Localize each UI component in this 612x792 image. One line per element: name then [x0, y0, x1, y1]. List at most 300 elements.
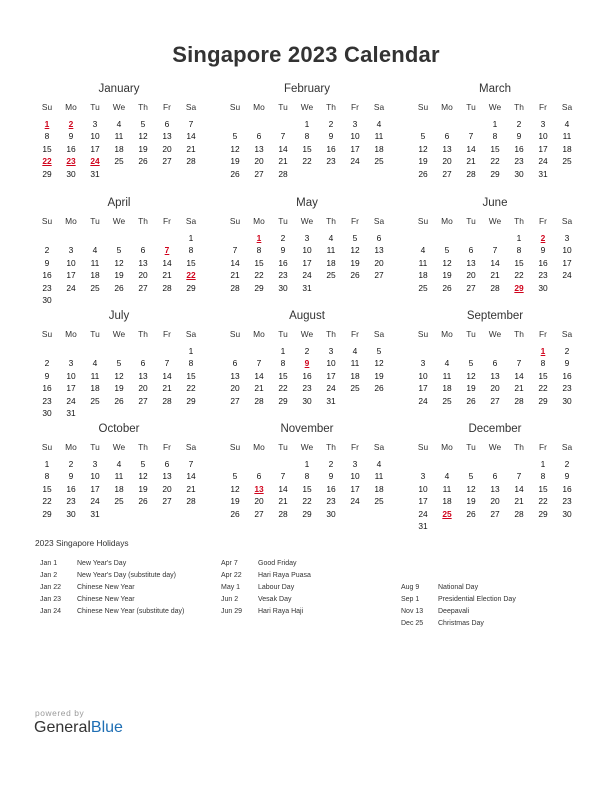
week-row [411, 458, 579, 471]
week-row [223, 244, 391, 257]
day-cell: 3 [352, 118, 358, 129]
holiday-column [401, 582, 516, 630]
day-cell: 4 [444, 358, 450, 368]
holiday-date: Jan 24 [40, 608, 62, 615]
weekday-label: Sa [561, 102, 573, 112]
day-cell: 15 [514, 257, 524, 268]
day-cell: 8 [492, 131, 498, 141]
day-cell: 9 [68, 131, 74, 141]
day-cell: 23 [326, 496, 336, 506]
empty-day-cell [59, 232, 83, 245]
day-cell: 28 [278, 168, 288, 179]
day-cell: 1 [540, 458, 546, 469]
week-row [35, 407, 203, 420]
day-cell: 5 [376, 345, 382, 356]
day-cell: 14 [278, 483, 288, 494]
day-cell: 1 [492, 118, 498, 129]
day-cell: 15 [254, 257, 264, 268]
empty-day-cell [131, 345, 155, 358]
weekday-label: Mo [253, 329, 265, 339]
weekday-label: Sa [561, 329, 573, 339]
day-cell: 28 [186, 156, 196, 166]
day-cell: 5 [352, 232, 358, 243]
day-cell: 29 [42, 508, 52, 519]
weekday-label: Su [417, 329, 429, 339]
day-cell: 19 [230, 156, 240, 166]
week-row [411, 282, 579, 295]
week-row [223, 168, 391, 181]
empty-day-cell [107, 345, 131, 358]
weekday-label: Tu [278, 102, 288, 112]
page-title: Singapore 2023 Calendar [172, 42, 440, 67]
holiday-day-cell: 22 [42, 156, 52, 166]
day-cell: 22 [490, 156, 500, 166]
holiday-name: New Year's Day (substitute day) [77, 572, 176, 579]
weekday-header [411, 101, 579, 118]
day-cell: 17 [538, 143, 548, 154]
week-row [411, 143, 579, 156]
week-row [223, 155, 391, 168]
weekday-label: We [112, 216, 126, 226]
week-row [411, 130, 579, 143]
day-cell: 23 [326, 156, 336, 166]
week-row [35, 470, 203, 483]
weekday-header [223, 441, 391, 458]
holiday-name: Hari Raya Haji [258, 608, 304, 615]
day-cell: 12 [138, 471, 148, 481]
weekday-label: We [488, 216, 502, 226]
weekday-label: Tu [278, 329, 288, 339]
weekday-label: Th [514, 329, 524, 339]
day-cell: 7 [188, 118, 194, 129]
holiday-name: Chinese New Year [77, 584, 135, 591]
month-january [35, 82, 203, 180]
day-cell: 18 [374, 143, 384, 154]
day-cell: 10 [350, 131, 360, 141]
month-july [35, 309, 203, 420]
day-cell: 5 [420, 131, 426, 141]
week-row [411, 370, 579, 383]
empty-day-cell [507, 345, 531, 358]
day-cell: 30 [302, 395, 312, 406]
weekday-label: Su [41, 102, 53, 112]
week-row [411, 357, 579, 370]
day-cell: 5 [232, 131, 238, 141]
weekday-label: Su [229, 216, 241, 226]
day-cell: 19 [466, 383, 476, 393]
weekday-header [223, 101, 391, 118]
day-cell: 21 [514, 496, 524, 506]
day-cell: 12 [230, 143, 240, 154]
day-cell: 14 [514, 483, 524, 494]
weekday-label: Fr [163, 102, 171, 112]
weekday-label: Tu [90, 102, 100, 112]
day-cell: 17 [350, 483, 360, 494]
day-cell: 20 [230, 383, 240, 393]
day-cell: 19 [138, 483, 148, 494]
day-cell: 19 [374, 370, 384, 381]
day-cell: 9 [328, 471, 334, 481]
week-row [223, 232, 391, 245]
weekday-label: Mo [441, 216, 453, 226]
day-cell: 8 [188, 245, 194, 255]
week-row [223, 382, 391, 395]
day-cell: 16 [66, 483, 76, 494]
holiday-day-cell: 22 [186, 270, 196, 280]
day-cell: 18 [442, 383, 452, 393]
day-cell: 18 [114, 143, 124, 154]
weekday-label: Mo [253, 102, 265, 112]
week-row [223, 345, 391, 358]
day-cell: 11 [114, 131, 124, 141]
day-cell: 11 [350, 358, 360, 368]
day-cell: 24 [90, 496, 100, 506]
month-november [223, 422, 391, 520]
empty-day-cell [155, 407, 179, 420]
empty-day-cell [107, 232, 131, 245]
day-cell: 13 [254, 143, 264, 154]
weekday-label: Sa [185, 216, 197, 226]
day-cell: 16 [302, 370, 312, 381]
brand-logo[interactable] [34, 719, 123, 737]
month-december [411, 422, 579, 533]
day-cell: 19 [442, 270, 452, 280]
empty-day-cell [155, 508, 179, 521]
day-cell: 13 [442, 143, 452, 154]
day-cell: 29 [538, 395, 548, 406]
day-cell: 30 [514, 168, 524, 179]
day-cell: 12 [138, 131, 148, 141]
day-cell: 11 [562, 131, 572, 141]
day-cell: 3 [328, 345, 334, 356]
weekday-label: Fr [539, 329, 547, 339]
day-cell: 3 [92, 458, 98, 469]
holiday-day-cell: 9 [304, 358, 310, 368]
empty-day-cell [107, 294, 131, 307]
week-row [35, 382, 203, 395]
day-cell: 27 [254, 168, 264, 179]
day-cell: 24 [302, 270, 312, 280]
empty-day-cell [295, 168, 319, 181]
day-cell: 16 [538, 257, 548, 268]
day-cell: 28 [514, 508, 524, 519]
day-cell: 31 [326, 395, 336, 406]
holiday-day-cell: 1 [256, 232, 262, 243]
weekday-label: Th [326, 442, 336, 452]
weekday-label: Su [417, 216, 429, 226]
empty-day-cell [131, 168, 155, 181]
day-cell: 31 [538, 168, 548, 179]
day-cell: 18 [90, 270, 100, 280]
holiday-name: New Year's Day [77, 560, 127, 567]
brand-general: General [34, 719, 91, 736]
empty-day-cell [179, 294, 203, 307]
day-cell: 21 [186, 143, 196, 154]
day-cell: 16 [278, 257, 288, 268]
day-cell: 21 [278, 496, 288, 506]
holiday-item [40, 570, 184, 582]
empty-day-cell [435, 345, 459, 358]
day-cell: 8 [280, 358, 286, 368]
day-cell: 18 [418, 270, 428, 280]
empty-day-cell [179, 407, 203, 420]
day-cell: 19 [114, 270, 124, 280]
day-cell: 18 [350, 370, 360, 381]
day-cell: 10 [302, 245, 312, 255]
day-cell: 8 [44, 471, 50, 481]
day-cell: 16 [66, 143, 76, 154]
day-cell: 14 [186, 131, 196, 141]
weekday-label: Fr [539, 102, 547, 112]
week-row [35, 483, 203, 496]
day-cell: 14 [162, 257, 172, 268]
day-cell: 5 [116, 358, 122, 368]
empty-day-cell [179, 508, 203, 521]
day-cell: 19 [114, 383, 124, 393]
day-cell: 27 [466, 282, 476, 293]
week-row [411, 483, 579, 496]
day-cell: 5 [116, 245, 122, 255]
day-cell: 27 [162, 156, 172, 166]
day-cell: 26 [138, 496, 148, 506]
day-cell: 2 [328, 458, 334, 469]
weekday-label: Sa [373, 442, 385, 452]
empty-day-cell [555, 168, 579, 181]
day-cell: 28 [278, 508, 288, 519]
week-row [223, 282, 391, 295]
holiday-column [40, 558, 184, 618]
empty-day-cell [155, 168, 179, 181]
weekday-label: We [300, 102, 314, 112]
day-cell: 20 [490, 496, 500, 506]
day-cell: 14 [162, 370, 172, 381]
holiday-item [40, 582, 184, 594]
month-september [411, 309, 579, 407]
day-cell: 13 [490, 483, 500, 494]
empty-day-cell [435, 458, 459, 471]
day-cell: 4 [420, 245, 426, 255]
empty-day-cell [319, 282, 343, 295]
day-cell: 7 [232, 245, 238, 255]
empty-day-cell [411, 345, 435, 358]
day-cell: 14 [186, 471, 196, 481]
holiday-item [401, 618, 516, 630]
weekday-header [223, 215, 391, 232]
day-cell: 25 [326, 270, 336, 280]
empty-day-cell [367, 282, 391, 295]
week-row [35, 282, 203, 295]
day-cell: 12 [374, 358, 384, 368]
empty-day-cell [343, 282, 367, 295]
day-cell: 9 [564, 471, 570, 481]
day-cell: 5 [468, 471, 474, 481]
holiday-item [40, 594, 184, 606]
day-cell: 2 [44, 245, 50, 255]
day-cell: 29 [278, 395, 288, 406]
day-cell: 19 [418, 156, 428, 166]
day-cell: 8 [304, 471, 310, 481]
week-row [411, 345, 579, 358]
day-cell: 18 [374, 483, 384, 494]
empty-day-cell [555, 282, 579, 295]
holiday-date: May 1 [221, 584, 241, 591]
holiday-date: Dec 25 [401, 620, 424, 627]
weekday-label: Su [417, 442, 429, 452]
day-cell: 20 [162, 483, 172, 494]
month-name: March [479, 83, 511, 95]
day-cell: 15 [186, 370, 196, 381]
day-cell: 28 [254, 395, 264, 406]
day-cell: 25 [90, 395, 100, 406]
day-cell: 13 [162, 471, 172, 481]
day-cell: 24 [538, 156, 548, 166]
day-cell: 25 [442, 395, 452, 406]
month-april [35, 196, 203, 307]
holiday-item [401, 582, 516, 594]
holiday-date: Jan 1 [40, 560, 58, 567]
day-cell: 6 [164, 458, 170, 469]
empty-day-cell [223, 232, 247, 245]
weekday-label: We [300, 329, 314, 339]
weekday-label: We [488, 442, 502, 452]
day-cell: 22 [278, 383, 288, 393]
weekday-label: Th [138, 442, 148, 452]
day-cell: 29 [186, 395, 196, 406]
day-cell: 4 [92, 358, 98, 368]
empty-day-cell [507, 458, 531, 471]
day-cell: 8 [540, 358, 546, 368]
day-cell: 10 [538, 131, 548, 141]
day-cell: 8 [304, 131, 310, 141]
day-cell: 14 [514, 370, 524, 381]
day-cell: 27 [254, 508, 264, 519]
day-cell: 28 [162, 282, 172, 293]
day-cell: 19 [350, 257, 360, 268]
day-cell: 25 [562, 156, 572, 166]
week-row [35, 294, 203, 307]
day-cell: 27 [230, 395, 240, 406]
holiday-date: Apr 7 [221, 560, 238, 567]
week-row [411, 257, 579, 270]
month-name: June [482, 197, 508, 209]
empty-day-cell [155, 294, 179, 307]
day-cell: 30 [326, 508, 336, 519]
day-cell: 22 [42, 496, 52, 506]
day-cell: 12 [114, 257, 124, 268]
day-cell: 6 [468, 245, 474, 255]
holiday-day-cell: 2 [540, 232, 546, 243]
empty-day-cell [435, 232, 459, 245]
day-cell: 21 [466, 156, 476, 166]
week-row [35, 168, 203, 181]
empty-day-cell [35, 345, 59, 358]
day-cell: 7 [164, 358, 170, 368]
day-cell: 4 [352, 345, 358, 356]
weekday-label: Mo [441, 102, 453, 112]
weekday-label: Th [138, 329, 148, 339]
day-cell: 8 [44, 131, 50, 141]
empty-day-cell [107, 508, 131, 521]
day-cell: 26 [230, 168, 240, 179]
week-row [35, 257, 203, 270]
weekday-label: Su [417, 102, 429, 112]
empty-day-cell [459, 232, 483, 245]
day-cell: 4 [564, 118, 570, 129]
day-cell: 12 [466, 370, 476, 381]
day-cell: 21 [230, 270, 240, 280]
weekday-label: Su [229, 329, 241, 339]
day-cell: 14 [254, 370, 264, 381]
week-row [223, 483, 391, 496]
weekday-label: Th [138, 216, 148, 226]
empty-day-cell [459, 118, 483, 131]
empty-day-cell [271, 458, 295, 471]
empty-day-cell [411, 232, 435, 245]
day-cell: 22 [538, 496, 548, 506]
day-cell: 14 [230, 257, 240, 268]
day-cell: 17 [418, 496, 428, 506]
week-row [223, 395, 391, 408]
day-cell: 30 [42, 408, 52, 418]
day-cell: 27 [442, 168, 452, 179]
week-row [35, 244, 203, 257]
day-cell: 9 [328, 131, 334, 141]
holiday-date: Jan 2 [40, 572, 58, 579]
week-row [35, 269, 203, 282]
month-name: February [283, 83, 331, 95]
empty-day-cell [223, 345, 247, 358]
day-cell: 2 [68, 458, 74, 469]
weekday-label: Fr [163, 329, 171, 339]
day-cell: 15 [490, 143, 500, 154]
day-cell: 31 [90, 168, 100, 179]
week-row [223, 508, 391, 521]
day-cell: 2 [44, 358, 50, 368]
week-row [223, 370, 391, 383]
day-cell: 29 [42, 168, 52, 179]
weekday-label: Sa [373, 102, 385, 112]
weekday-label: Su [229, 102, 241, 112]
day-cell: 4 [444, 471, 450, 481]
empty-day-cell [131, 508, 155, 521]
weekday-label: Su [41, 216, 53, 226]
weekday-label: We [112, 102, 126, 112]
day-cell: 20 [374, 257, 384, 268]
holiday-day-cell: 25 [442, 508, 452, 519]
day-cell: 26 [374, 383, 384, 393]
holiday-date: Aug 9 [401, 584, 420, 591]
month-august [223, 309, 391, 407]
weekday-label: Th [514, 216, 524, 226]
day-cell: 30 [66, 508, 76, 519]
day-cell: 9 [540, 245, 546, 255]
weekday-label: Fr [163, 442, 171, 452]
weekday-label: Fr [351, 102, 359, 112]
empty-day-cell [483, 520, 507, 533]
weekday-label: Sa [185, 102, 197, 112]
week-row [223, 269, 391, 282]
holiday-name: Labour Day [258, 584, 295, 591]
day-cell: 26 [466, 395, 476, 406]
day-cell: 13 [230, 370, 240, 381]
day-cell: 6 [444, 131, 450, 141]
holiday-name: Chinese New Year [77, 596, 135, 603]
empty-day-cell [223, 118, 247, 131]
day-cell: 3 [304, 232, 310, 243]
day-cell: 25 [90, 282, 100, 293]
day-cell: 6 [492, 358, 498, 368]
empty-day-cell [343, 395, 367, 408]
